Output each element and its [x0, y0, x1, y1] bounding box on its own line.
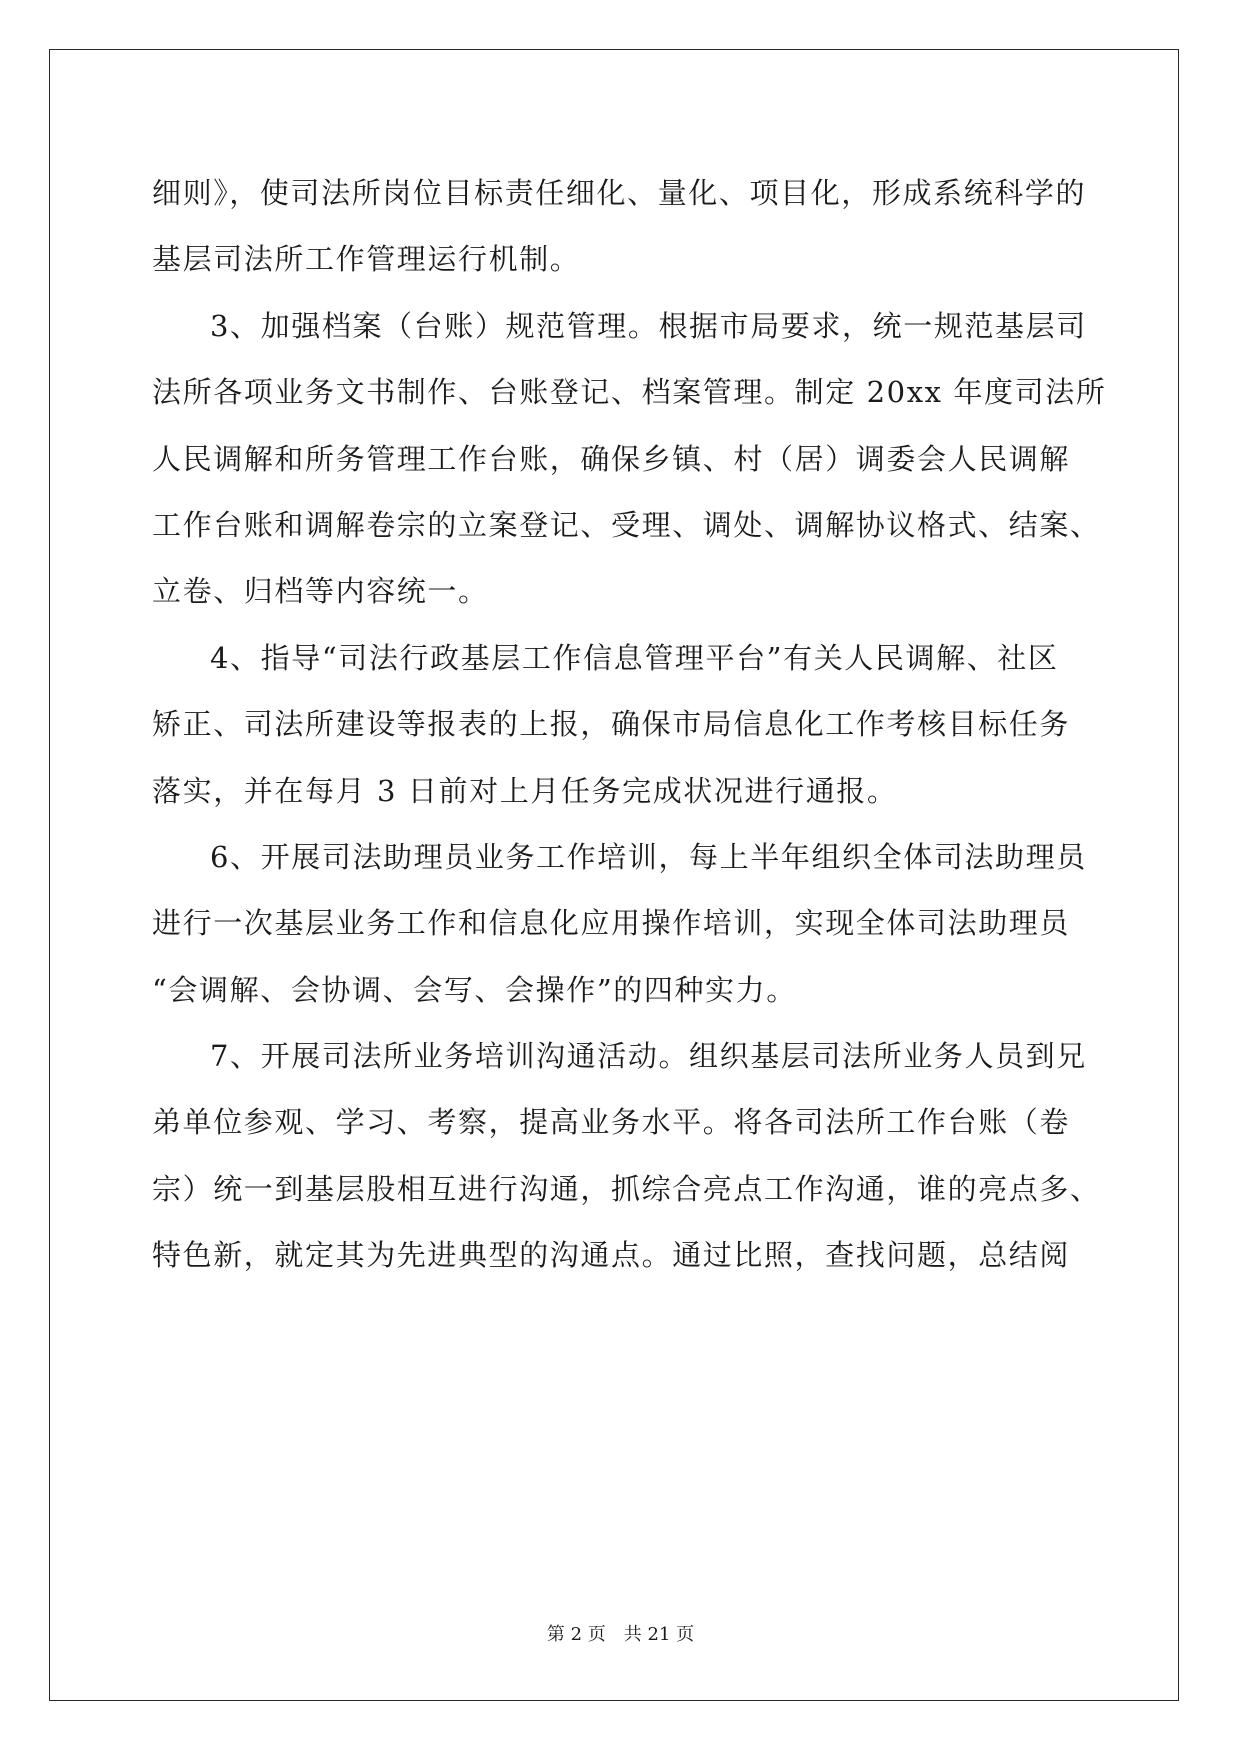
page-total: 共 21 页 — [623, 1624, 695, 1645]
text-line: 立卷、归档等内容统一。 — [152, 574, 489, 609]
text-line: 基层司法所工作管理运行机制。 — [152, 242, 581, 277]
text-line: 人民调解和所务管理工作台账，确保乡镇、村（居）调委会人民调解 — [152, 441, 1071, 476]
paragraph-start-line: 6、开展司法助理员业务工作培训，每上半年组织全体司法助理员 — [210, 839, 1087, 874]
text-line: 进行一次基层业务工作和信息化应用操作培训，实现全体司法助理员 — [152, 906, 1071, 941]
paragraph-start-line: 7、开展司法所业务培训沟通活动。组织基层司法所业务人员到兄 — [210, 1039, 1087, 1074]
text-line: 特色新，就定其为先进典型的沟通点。通过比照，查找问题，总结阅 — [152, 1238, 1071, 1273]
text-line: 法所各项业务文书制作、台账登记、档案管理。制定 20xx 年度司法所 — [152, 375, 1107, 410]
page-footer — [0, 1620, 1241, 1646]
text-line: 弟单位参观、学习、考察，提高业务水平。将各司法所工作台账（卷 — [152, 1105, 1071, 1140]
paragraph-start-line: 3、加强档案（台账）规范管理。根据市局要求，统一规范基层司 — [210, 308, 1087, 343]
text-line: 宗）统一到基层股相互进行沟通，抓综合亮点工作沟通，谁的亮点多、 — [152, 1171, 1101, 1206]
paragraph-start-line: 4、指导“司法行政基层工作信息管理平台”有关人民调解、社区 — [210, 640, 1059, 675]
text-line: 工作台账和调解卷宗的立案登记、受理、调处、调解协议格式、结案、 — [152, 507, 1101, 542]
text-line: 矫正、司法所建设等报表的上报，确保市局信息化工作考核目标任务 — [152, 707, 1071, 742]
text-line: 落实，并在每月 3 日前对上月任务完成状况进行通报。 — [152, 773, 898, 808]
page-number: 第 2 页 — [546, 1624, 606, 1645]
text-line: 细则》，使司法所岗位目标责任细化、量化、项目化，形成系统科学的 — [152, 176, 1087, 210]
text-line: “会调解、会协调、会写、会操作”的四种实力。 — [152, 972, 797, 1007]
document-body — [152, 160, 1107, 1289]
